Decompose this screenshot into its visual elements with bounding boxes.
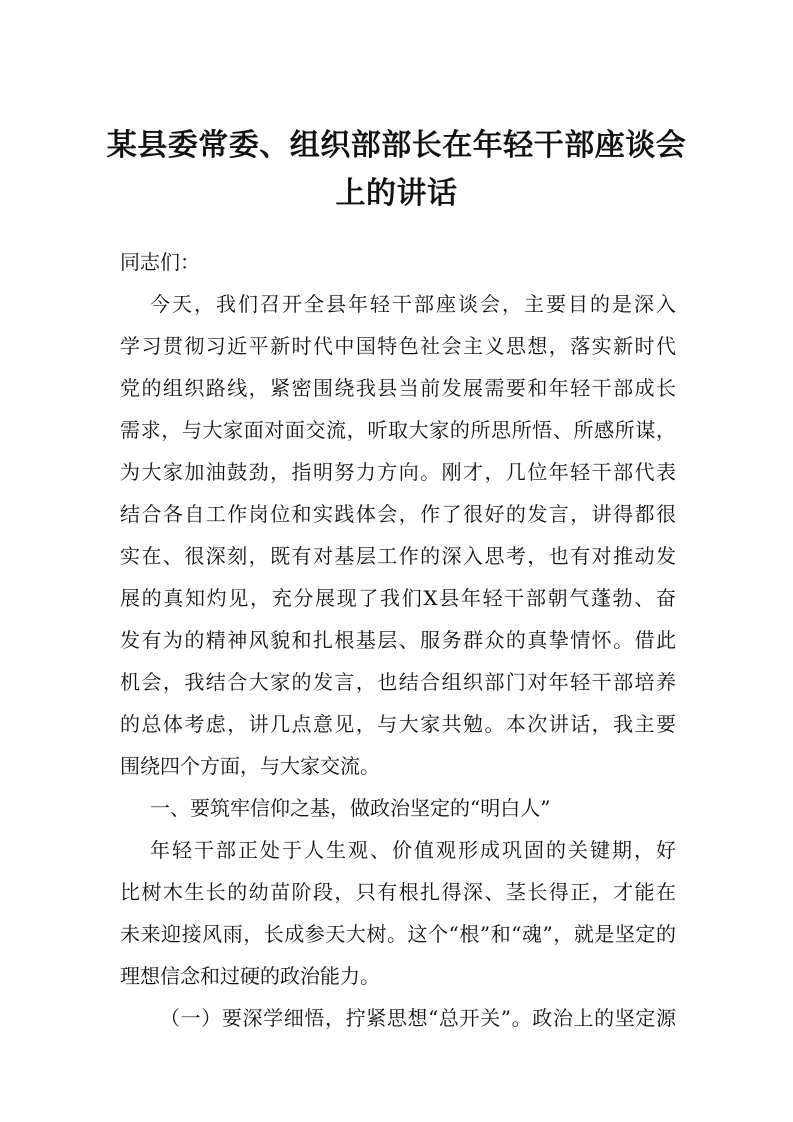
- salutation: 同志们：: [120, 250, 200, 274]
- paragraph-1-line: 机会，我结合大家的发言，也结合组织部门对年轻干部培养: [120, 670, 676, 694]
- paragraph-1-line: 为大家加油鼓劲，指明努力方向。刚才，几位年轻干部代表: [120, 460, 676, 484]
- paragraph-1-line: 实在、很深刻，既有对基层工作的深入思考，也有对推动发: [120, 544, 676, 568]
- paragraph-1-line: 今天，我们召开全县年轻干部座谈会，主要目的是深入: [150, 292, 676, 316]
- paragraph-2-line: 理想信念和过硬的政治能力。: [120, 964, 380, 988]
- subheading-1: （一）要深学细悟，拧紧思想“总开关”。政治上的坚定源: [160, 1006, 676, 1030]
- paragraph-1-line: 需求，与大家面对面交流，听取大家的所思所悟、所感所谋，: [120, 418, 676, 442]
- paragraph-1-line: 展的真知灼见，充分展现了我们X县年轻干部朝气蓬勃、奋: [120, 586, 676, 610]
- paragraph-1-line: 学习贯彻习近平新时代中国特色社会主义思想，落实新时代: [120, 334, 676, 358]
- document-title-line-1: 某县委常委、组织部部长在年轻干部座谈会: [106, 128, 687, 163]
- paragraph-1-line: 围绕四个方面，与大家交流。: [120, 754, 380, 778]
- paragraph-1-line: 党的组织路线，紧密围绕我县当前发展需要和年轻干部成长: [120, 376, 676, 400]
- paragraph-2-line: 年轻干部正处于人生观、价值观形成巩固的关键期，好: [150, 838, 676, 862]
- paragraph-1-line: 发有为的精神风貌和扎根基层、服务群众的真挚情怀。借此: [120, 628, 676, 652]
- paragraph-1-line: 结合各自工作岗位和实践体会，作了很好的发言，讲得都很: [120, 502, 676, 526]
- section-heading-1: 一、要筑牢信仰之基，做政治坚定的“明白人”: [150, 796, 551, 820]
- paragraph-1-line: 的总体考虑，讲几点意见，与大家共勉。本次讲话，我主要: [120, 712, 676, 736]
- paragraph-2-line: 比树木生长的幼苗阶段，只有根扎得深、茎长得正，才能在: [120, 880, 676, 904]
- paragraph-2-line: 未来迎接风雨，长成参天大树。这个“根”和“魂”，就是坚定的: [120, 922, 676, 946]
- document-title-line-2: 上的讲话: [335, 176, 458, 211]
